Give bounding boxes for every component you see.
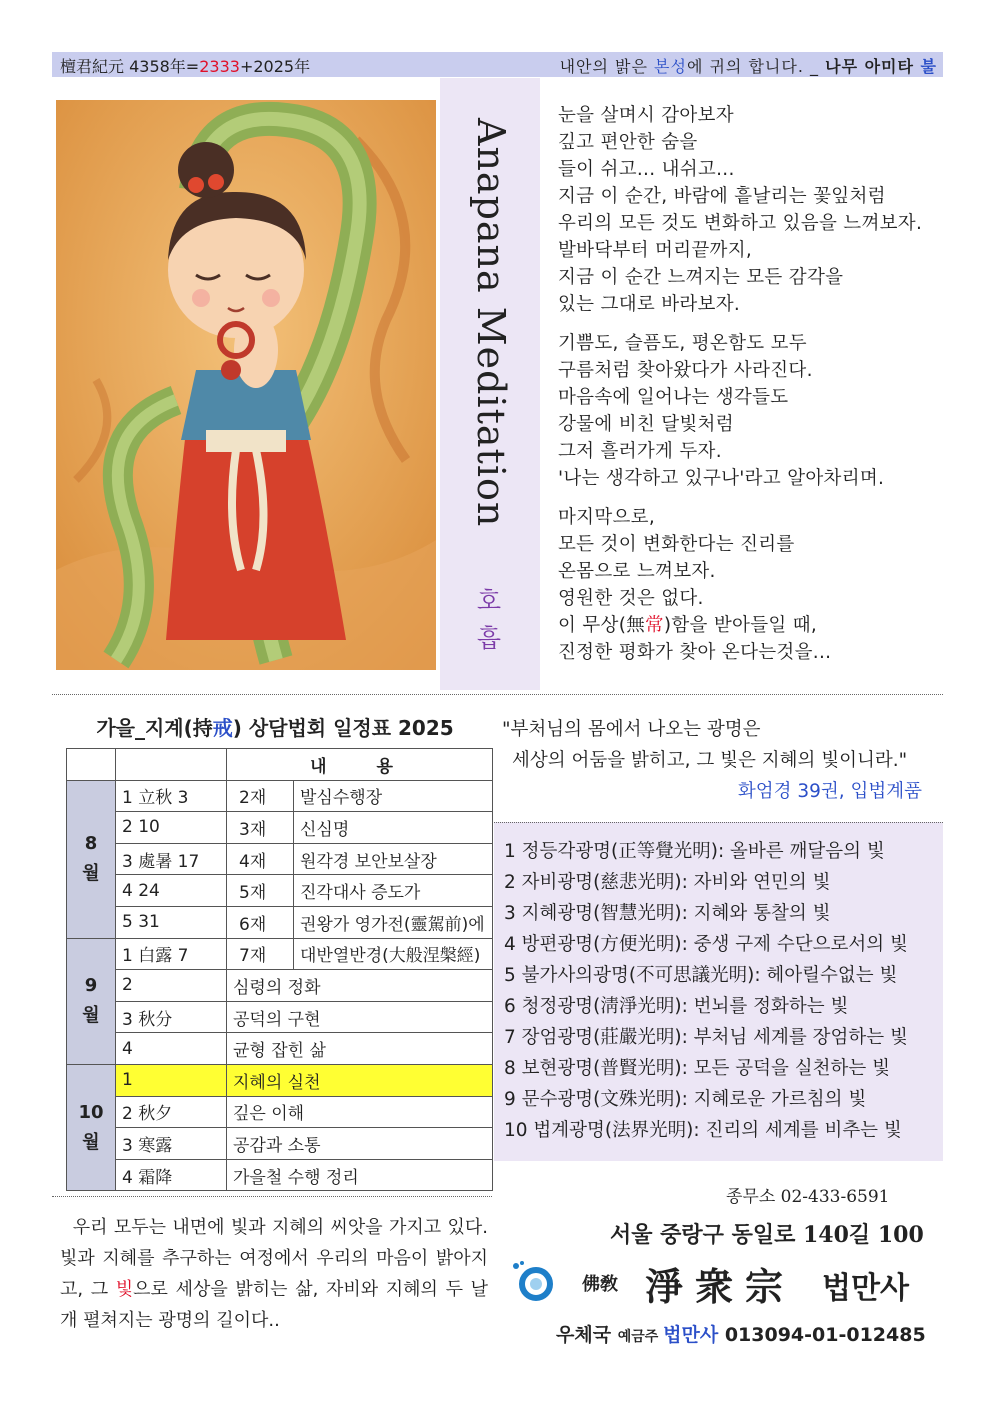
table-row bbox=[67, 1159, 493, 1191]
poem-line: 있는 그대로 바라보자. bbox=[558, 294, 741, 315]
ten-lights-list bbox=[504, 836, 908, 1146]
header-bar bbox=[52, 52, 943, 77]
row-date: 5 31 bbox=[116, 906, 227, 938]
poem-line: 구름처럼 찾아왔다가 사라진다. bbox=[558, 360, 813, 381]
table-row bbox=[67, 906, 493, 938]
temple-address: 서울 중랑구 동일로 140길 100 bbox=[610, 1222, 924, 1248]
table-row bbox=[67, 938, 493, 970]
light-item: 10 법계광명(法界光明): 진리의 세계를 비추는 빛 bbox=[504, 1120, 902, 1141]
row-session: 6재 bbox=[227, 906, 294, 938]
row-session: 3재 bbox=[227, 812, 294, 844]
row-date: 1 立秋 3 bbox=[116, 780, 227, 812]
month-september: 9 월 bbox=[67, 938, 116, 1064]
row-topic: 신심명 bbox=[294, 812, 493, 844]
table-row bbox=[67, 1096, 493, 1128]
row-topic: 공감과 소통 bbox=[227, 1128, 493, 1160]
poem-line: 강물에 비친 달빛처럼 bbox=[558, 414, 734, 435]
poem-line: 기쁨도, 슬픔도, 평온함도 모두 bbox=[558, 333, 807, 354]
quote-source: 화엄경 39권, 입법계품 bbox=[737, 781, 922, 802]
month-october: 10 월 bbox=[67, 1064, 116, 1190]
row-topic: 지혜의 실천 bbox=[227, 1064, 493, 1096]
row-topic: 진각대사 증도가 bbox=[294, 875, 493, 907]
row-topic: 깊은 이해 bbox=[227, 1096, 493, 1128]
light-item: 5 불가사의광명(不可思議光明): 헤아릴수없는 빛 bbox=[504, 965, 898, 986]
row-session: 4재 bbox=[227, 843, 294, 875]
row-topic: 권왕가 영가전(靈駕前)에 bbox=[294, 906, 493, 938]
table-row bbox=[67, 843, 493, 875]
poem-line: 마음속에 일어나는 생각들도 bbox=[558, 387, 789, 408]
schedule-table bbox=[66, 748, 493, 1191]
row-date: 4 24 bbox=[116, 875, 227, 907]
anapana-meditation-title: Anapana Meditation bbox=[469, 118, 513, 528]
row-topic: 대반열반경(大般涅槃經) bbox=[294, 938, 493, 970]
row-date: 4 霜降 bbox=[116, 1159, 227, 1191]
ho-char: 호 bbox=[476, 586, 502, 615]
schedule-title: 가을_지계(持戒) 상담법회 일정표 2025 bbox=[96, 716, 454, 740]
light-item: 3 지혜광명(智慧光明): 지혜와 통찰의 빛 bbox=[504, 903, 831, 924]
light-item: 9 문수광명(文殊光明): 지혜로운 가르침의 빛 bbox=[504, 1089, 867, 1110]
poem-line: 발바닥부터 머리끝까지, bbox=[558, 240, 753, 261]
poem-line: 들이 쉬고... 내쉬고... bbox=[558, 159, 735, 180]
row-topic: 가을철 수행 정리 bbox=[227, 1159, 493, 1191]
header-blank bbox=[67, 749, 116, 781]
row-date: 2 10 bbox=[116, 812, 227, 844]
row-date: 1 白露 7 bbox=[116, 938, 227, 970]
meditation-poem bbox=[558, 102, 938, 678]
month-august: 8 월 bbox=[67, 780, 116, 938]
poem-line: 깊고 편안한 숨을 bbox=[558, 132, 698, 153]
sect-name: 淨衆宗 bbox=[645, 1264, 796, 1309]
table-row bbox=[67, 812, 493, 844]
row-session: 7재 bbox=[227, 938, 294, 970]
row-date: 1 bbox=[116, 1064, 227, 1096]
sutra-quote bbox=[502, 714, 932, 807]
poem-impermanence-line: 이 무상(無常)함을 받아들일 때, bbox=[558, 615, 818, 636]
row-date: 3 寒露 bbox=[116, 1128, 227, 1160]
table-row bbox=[67, 1033, 493, 1065]
light-item: 8 보현광명(普賢光明): 모든 공덕을 실천하는 빛 bbox=[504, 1058, 891, 1079]
office-phone: 종무소 02-433-6591 bbox=[726, 1187, 890, 1207]
poem-line: 우리의 모든 것도 변화하고 있음을 느껴보자. bbox=[558, 213, 923, 234]
row-session: 5재 bbox=[227, 875, 294, 907]
header-content: 내 용 bbox=[227, 749, 493, 781]
row-session: 2재 bbox=[227, 780, 294, 812]
poem-line: 눈을 살며시 감아보자 bbox=[558, 105, 734, 126]
poem-stanza-1 bbox=[558, 102, 938, 318]
poem-line: 마지막으로, bbox=[558, 507, 656, 528]
poem-line: '나는 생각하고 있구나'라고 알아차리며. bbox=[558, 468, 885, 489]
poem-line: 영원한 것은 없다. bbox=[558, 588, 704, 609]
row-topic: 원각경 보안보살장 bbox=[294, 843, 493, 875]
light-item: 7 장엄광명(莊嚴光明): 부처님 세계를 장엄하는 빛 bbox=[504, 1027, 908, 1048]
dotted-divider bbox=[52, 694, 943, 695]
poem-last-line: 진정한 평화가 찾아 온다는것을... bbox=[558, 642, 832, 663]
closing-message: 우리 모두는 내면에 빛과 지혜의 씨앗을 가지고 있다. 빛과 지혜를 추구하는 여정에서 우리의 마음이 밝아지고, 그 빛으로 세상을 밝히는 삶, 자비와 지혜의 두 날개 펼쳐지는 광명의 길이다.. bbox=[60, 1217, 488, 1331]
table-row-highlighted bbox=[67, 1064, 493, 1096]
buddhism-label: 佛敎 bbox=[582, 1274, 618, 1295]
bank-account: 우체국 예금주 법만사 013094-01-012485 bbox=[556, 1324, 926, 1346]
table-row bbox=[67, 1128, 493, 1160]
light-item: 6 청정광명(淸淨光明): 번뇌를 정화하는 빛 bbox=[504, 996, 849, 1017]
row-topic: 발심수행장 bbox=[294, 780, 493, 812]
breath-label bbox=[474, 582, 504, 658]
row-topic: 공덕의 구현 bbox=[227, 1001, 493, 1033]
row-date: 3 秋分 bbox=[116, 1001, 227, 1033]
meditating-girl-illustration bbox=[56, 100, 436, 670]
row-date: 4 bbox=[116, 1033, 227, 1065]
poem-line: 모든 것이 변화한다는 진리를 bbox=[558, 534, 795, 555]
light-item: 1 정등각광명(正等覺光明): 올바른 깨달음의 빛 bbox=[504, 841, 885, 862]
table-row bbox=[67, 970, 493, 1002]
header-blank bbox=[116, 749, 227, 781]
row-date: 2 秋夕 bbox=[116, 1096, 227, 1128]
poem-stanza-3 bbox=[558, 504, 938, 666]
poem-stanza-2 bbox=[558, 330, 938, 492]
quote-line-2: 세상의 어둠을 밝히고, 그 빛은 지혜의 빛이니라." bbox=[512, 750, 908, 771]
row-topic: 심령의 정화 bbox=[227, 970, 493, 1002]
heup-char: 흡 bbox=[476, 624, 502, 653]
table-row bbox=[67, 780, 493, 812]
poem-line: 그저 흘러가게 두자. bbox=[558, 441, 722, 462]
vertical-title bbox=[446, 118, 536, 538]
row-date: 2 bbox=[116, 970, 227, 1002]
poem-stanza-3-lines bbox=[558, 504, 938, 612]
light-item: 2 자비광명(慈悲光明): 자비와 연민의 빛 bbox=[504, 872, 831, 893]
row-topic: 균형 잡힌 삶 bbox=[227, 1033, 493, 1065]
refuge-phrase: 내안의 밝은 본성에 귀의 합니다. _ 나무 아미타 불 bbox=[559, 57, 937, 76]
table-header-row bbox=[67, 749, 493, 781]
temple-logo-icon bbox=[508, 1258, 556, 1306]
table-row bbox=[67, 1001, 493, 1033]
light-item: 4 방편광명(方便光明): 중생 구제 수단으로서의 빛 bbox=[504, 934, 908, 955]
poem-line: 지금 이 순간 느껴지는 모든 감각을 bbox=[558, 267, 844, 288]
temple-name: 법만사 bbox=[822, 1271, 909, 1306]
dotted-divider bbox=[52, 1196, 492, 1197]
poem-line: 온몸으로 느껴보자. bbox=[558, 561, 716, 582]
poem-line: 지금 이 순간, 바람에 흩날리는 꽃잎처럼 bbox=[558, 186, 886, 207]
quote-line-1: "부처님의 몸에서 나오는 광명은 bbox=[502, 719, 761, 740]
row-date: 3 處暑 17 bbox=[116, 843, 227, 875]
table-row bbox=[67, 875, 493, 907]
dangun-year: 檀君紀元 4358年=2333+2025年 bbox=[60, 57, 311, 76]
